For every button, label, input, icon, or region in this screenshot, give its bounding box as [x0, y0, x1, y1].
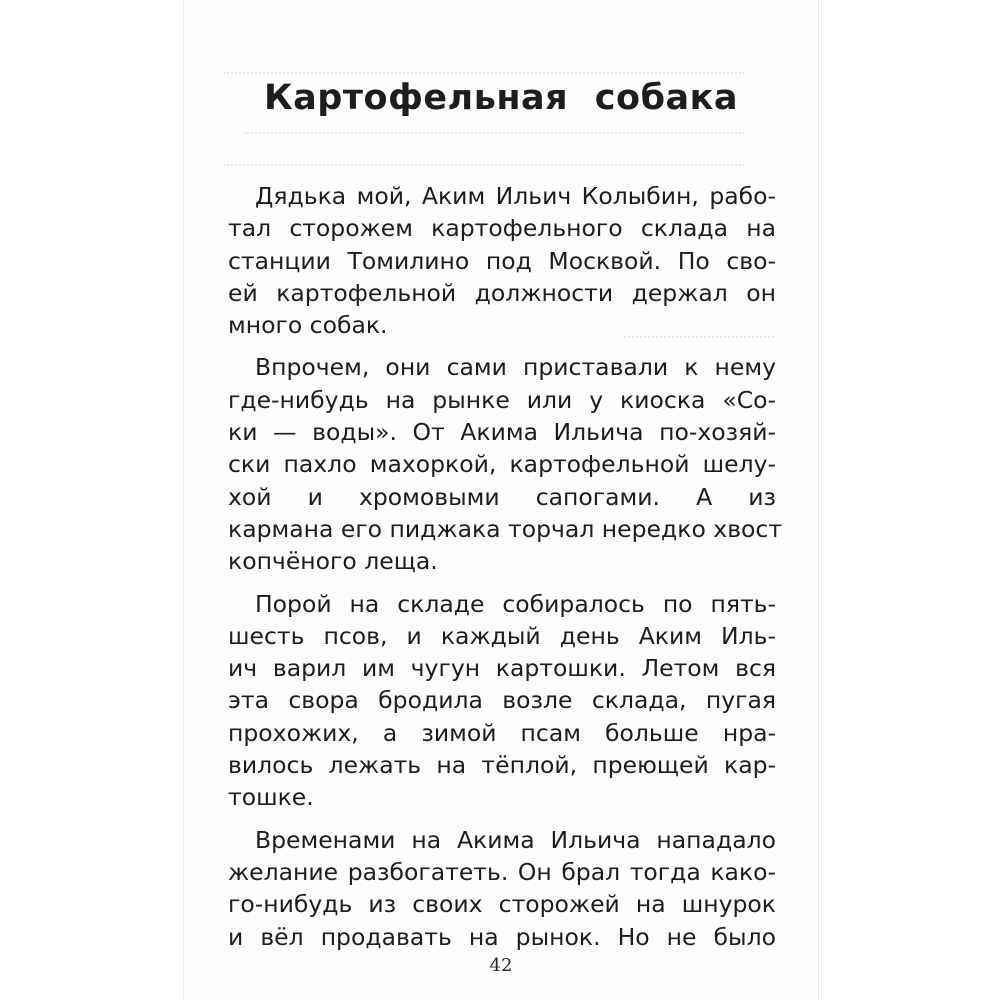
text-line: ич варил им чугун картошки. Летом вся [228, 654, 776, 683]
text-line: копчёного леща. [228, 547, 438, 576]
text-line: Впрочем, они сами приставали к нему [255, 353, 776, 382]
text-line: вилось лежать на тёплой, преющей кар- [228, 751, 776, 780]
paragraph [228, 180, 776, 341]
text-line: ки — воды». От Акима Ильича по-хозяй- [228, 418, 776, 447]
text-line: шесть псов, и каждый день Аким Иль- [228, 621, 776, 650]
text-line: эта свора бродила возле склада, пугая [228, 686, 776, 715]
text-line: хой и хромовыми сапогами. А из [228, 482, 776, 511]
page-title: Картофельная собака [263, 78, 739, 118]
text-line: Временами на Акима Ильича нападало [255, 825, 776, 854]
text-line: где-нибудь на рынке или у киоска «Со- [228, 385, 776, 414]
page-number: 42 [489, 955, 513, 976]
text-line: много собак. [228, 311, 388, 340]
text-line: станции Томилино под Москвой. По сво- [228, 246, 776, 275]
text-line: тошке. [228, 783, 314, 812]
text-line: прохожих, а зимой псам больше нра- [228, 718, 776, 747]
paragraph [228, 351, 783, 577]
body-text [228, 180, 783, 963]
text-line: ски пахло махоркой, картофельной шелу- [228, 450, 776, 479]
text-line: го-нибудь из своих сторожей на шнурок [228, 890, 776, 919]
paragraph [228, 824, 776, 953]
text-line: кармана его пиджака торчал нередко хвост [228, 514, 783, 543]
text-line: Дядька мой, Аким Ильич Колыбин, рабо- [255, 182, 776, 210]
text-line: тал сторожем картофельного склада на [228, 214, 776, 243]
bleed-through-mark [224, 58, 744, 74]
paragraph [228, 588, 776, 814]
bleed-through-mark [224, 150, 744, 166]
text-line: ей картофельной должности держал он [228, 278, 776, 307]
text-line: и вёл продавать на рынок. Но не было [228, 922, 776, 951]
text-line: желание разбогатеть. Он брал тогда како- [228, 857, 776, 886]
book-page [183, 0, 819, 1000]
text-line: Порой на складе собиралось по пять- [255, 589, 776, 618]
bleed-through-mark [244, 118, 744, 134]
